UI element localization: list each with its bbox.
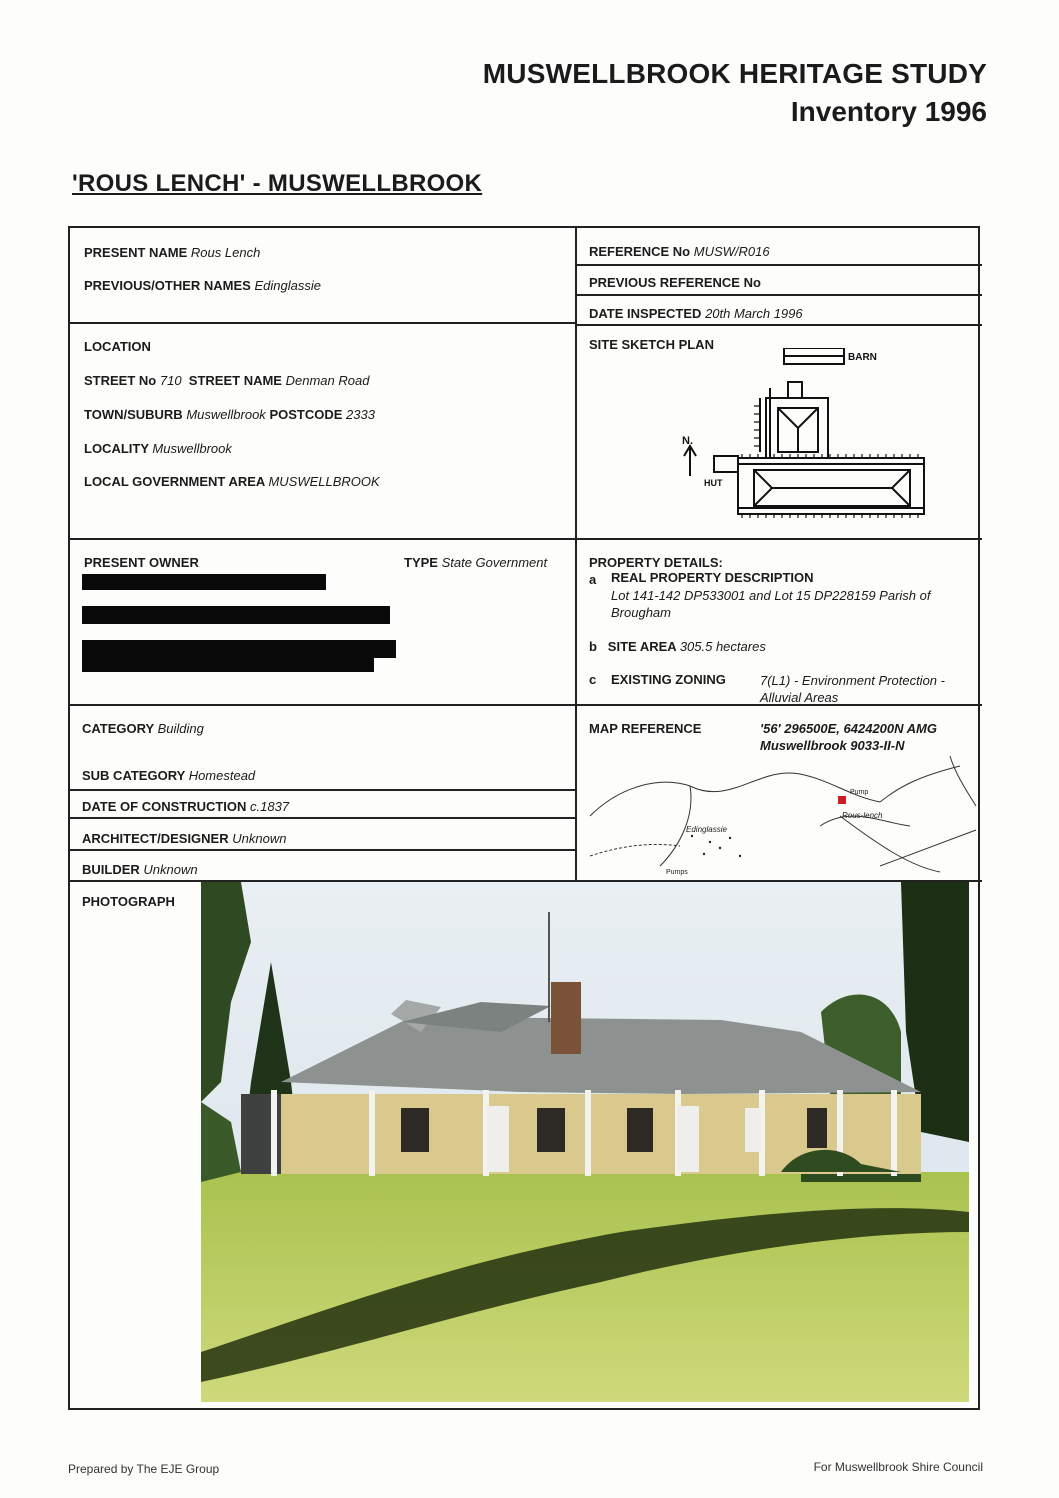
north-label: N. [682, 435, 693, 447]
previous-reference-field: PREVIOUS REFERENCE No [589, 275, 761, 290]
map-reference-label: MAP REFERENCE [589, 721, 702, 736]
property-letter-a: a [589, 572, 597, 587]
map-label-rous-lench: Rous-lench [842, 811, 883, 820]
divider [575, 294, 982, 296]
date-construction-field: DATE OF CONSTRUCTION c.1837 [82, 799, 290, 814]
location-map [580, 746, 978, 880]
reference-no-field: REFERENCE No MUSW/R016 [589, 244, 770, 259]
site-marker [838, 796, 846, 804]
location-heading: LOCATION [84, 339, 151, 354]
site-sketch-label: SITE SKETCH PLAN [589, 337, 714, 352]
site-area-field: b SITE AREA 305.5 hectares [589, 639, 766, 654]
hut-sketch [714, 456, 738, 472]
street-field: STREET No 710 STREET NAME Denman Road [84, 373, 370, 388]
redaction-bar [82, 656, 374, 672]
sub-category-field: SUB CATEGORY Homestead [82, 768, 256, 783]
lga-field: LOCAL GOVERNMENT AREA MUSWELLBROOK [84, 474, 380, 489]
zoning-label: EXISTING ZONING [611, 672, 726, 687]
real-property-value: Lot 141-142 DP533001 and Lot 15 DP228159 Parish of Brougham [611, 588, 931, 620]
divider [70, 817, 577, 819]
property-details-heading: PROPERTY DETAILS: [589, 555, 723, 570]
page-title: 'ROUS LENCH' - MUSWELLBROOK [72, 170, 483, 197]
architect-field: ARCHITECT/DESIGNER Unknown [82, 831, 287, 846]
inventory-form [68, 226, 980, 1410]
present-name-field: PRESENT NAME Rous Lench [84, 245, 261, 260]
map-label-pump: Pump [850, 789, 869, 796]
redaction-bar [82, 574, 326, 590]
divider [70, 849, 577, 851]
homestead-photo [201, 882, 969, 1402]
present-owner-label: PRESENT OWNER [84, 555, 199, 570]
map-label-edinglassie: Edinglassie [686, 825, 727, 834]
divider [575, 264, 982, 266]
property-letter-c: c [589, 672, 597, 687]
category-field: CATEGORY Building [82, 721, 204, 736]
locality-field: LOCALITY Muswellbrook [84, 441, 232, 456]
divider [70, 538, 982, 540]
map-reference-line2: Muswellbrook 9033-II-N [760, 738, 905, 753]
date-inspected-field: DATE INSPECTED 20th March 1996 [589, 306, 803, 321]
divider [70, 789, 577, 791]
footer-prepared-by: Prepared by The EJE Group [68, 1462, 220, 1476]
divider [575, 324, 982, 326]
zoning-value: 7(L1) - Environment Protection - Alluvial Areas [760, 673, 945, 705]
real-property-label: REAL PROPERTY DESCRIPTION [611, 570, 814, 585]
site-sketch-plan [670, 348, 970, 538]
town-field: TOWN/SUBURB Muswellbrook POSTCODE 2333 [84, 407, 375, 422]
previous-names-field: PREVIOUS/OTHER NAMES Edinglassie [84, 278, 321, 293]
inventory-year: Inventory 1996 [790, 96, 987, 127]
footer-council: For Muswellbrook Shire Council [813, 1460, 983, 1474]
redaction-bar [82, 606, 390, 624]
map-reference-line1: '56' 296500E, 6424200N AMG [760, 721, 937, 736]
map-label-pumps: Pumps [666, 869, 688, 876]
study-title: MUSWELLBROOK HERITAGE STUDY [482, 58, 987, 89]
hut-label: HUT [704, 478, 723, 488]
barn-label: BARN [848, 352, 877, 363]
builder-field: BUILDER Unknown [82, 862, 198, 877]
owner-type-field: TYPE State Government [404, 555, 548, 570]
photograph-label: PHOTOGRAPH [82, 894, 175, 909]
divider [70, 322, 577, 324]
